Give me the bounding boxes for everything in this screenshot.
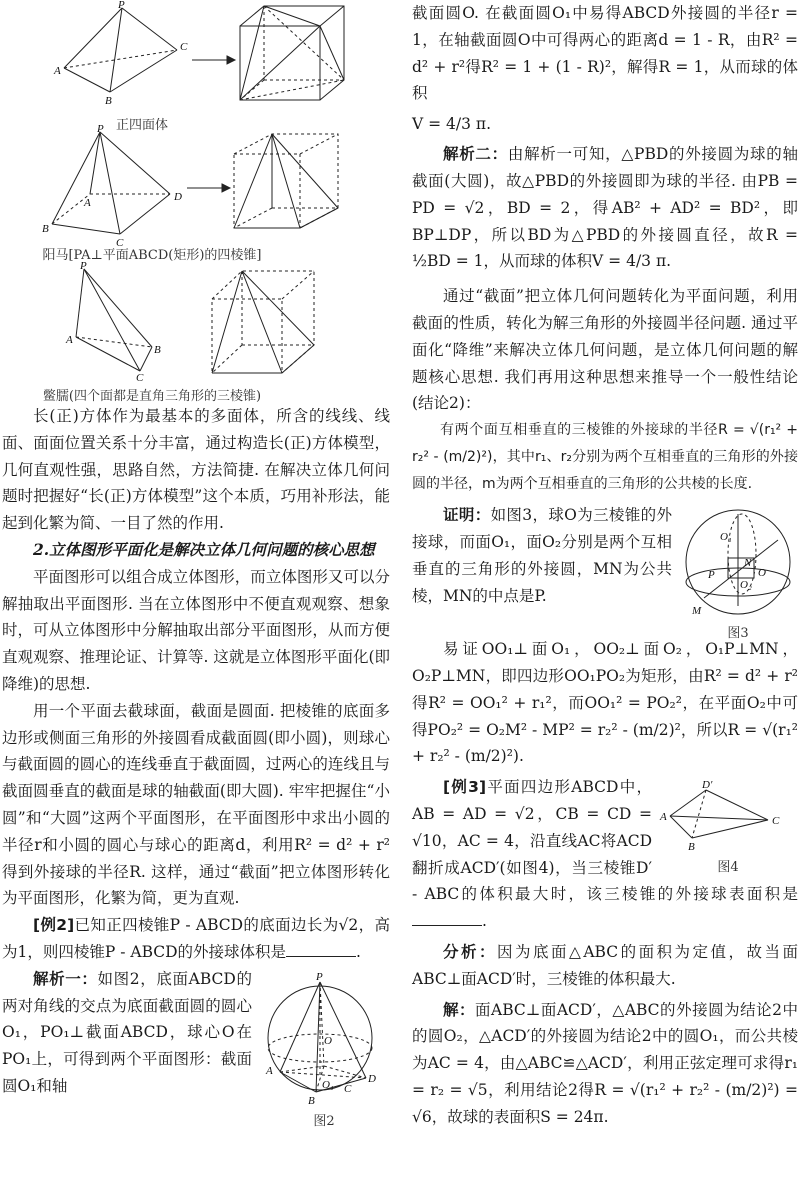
svg-text:C: C <box>136 372 144 384</box>
svg-text:A: A <box>66 334 73 346</box>
section-title: 2.立体图形平面化是解决立体几何问题的核心思想 <box>33 539 375 559</box>
solution-label: 解析二： <box>443 145 508 164</box>
svg-text:C: C <box>344 1082 352 1095</box>
svg-text:B: B <box>105 95 112 107</box>
svg-text:C: C <box>180 41 188 53</box>
sphere-planes-drawing <box>678 506 798 618</box>
volume-formula: V = 4/3 π. <box>412 115 492 134</box>
example-text: 已知正四棱锥P - ABCD的底面边长为√2，高为1，则四棱锥P - ABCD的外接球体积是 <box>2 916 391 961</box>
solution-2 <box>412 141 798 275</box>
svg-text:O: O <box>324 1034 332 1047</box>
figure-caption: 阳马[PA⊥平面ABCD(矩形)的四棱锥] <box>42 248 262 263</box>
analysis <box>412 939 798 993</box>
solution-text: 面ABC⊥面ACD′，△ABC的外接圆为结论2中的圆O₂，△ACD′的外接圆为结论2中的圆O₁，而公共棱为AC = 4，由△ABC≌△ACD′，利用正弦定理可求得r₁ = r₂ = √5，利用结论2得R = √(r₁² + r₂² - (m/2)²) = √6，故球的表面积S = 24π. <box>412 1000 798 1126</box>
paragraph: 截面圆O. 在截面圆O₁中易得ABCD外接圆的半径r = 1，在轴截面圆O中可得两心的距离d = 1 - R，由R² = d² + r²得R² = 1 + (1 - R)²，解得R = 1，从而球的体积 <box>412 4 798 103</box>
figure-caption: 正四面体 <box>115 118 168 133</box>
left-column <box>2 0 391 1129</box>
example-2: [例2]已知正四棱锥P - ABCD的底面边长为√2，高为1，则四棱锥P - ABCD的外接球体积是 . <box>2 916 391 961</box>
paragraph: 平面图形可以组合成立体图形，而立体图形又可以分解抽取出平面图形. 当在立体图形中不便直观观察、想象时，可从立体图形中分解抽取出部分平面图形，从而方便直观观察、推理论证、计算等. 这就是立体图形平面化(即降维)的思想. <box>2 567 390 693</box>
svg-text:C: C <box>772 815 780 828</box>
svg-text:P: P <box>80 260 87 272</box>
svg-text:A: A <box>266 1064 273 1077</box>
svg-text:B: B <box>688 841 695 854</box>
analysis-label: 分析： <box>443 942 497 961</box>
solution-text: 如图2，底面ABCD的两对角线的交点为底面截面圆的圆心O₁，PO₁⊥截面ABCD，球心O在PO₁上，可得到两个平面图形：截面圆O₁和轴 <box>2 969 252 1095</box>
figure-caption: 鳖臑(四个面都是直角三角形的三棱锥) <box>42 389 262 404</box>
figure-4 <box>658 778 798 876</box>
svg-text:A: A <box>660 811 667 824</box>
right-column <box>412 0 798 1131</box>
svg-text:D: D <box>368 1072 376 1085</box>
paragraph: 通过“截面”把立体几何问题转化为平面问题，利用截面的性质，转化为解三角形的外接圆半径问题. 通过平面化“降维”来解决立体几何问题，是立体几何问题的解题核心思想. 我们再用这种思想来推导一个一般性结论(结论2)： <box>412 287 798 413</box>
folded-quad-drawing <box>658 778 798 852</box>
example-label: [例3] <box>443 778 487 797</box>
proof-block <box>412 502 798 642</box>
figure-bienao <box>2 260 390 404</box>
svg-text:P: P <box>708 569 715 582</box>
svg-text:P: P <box>97 123 104 135</box>
svg-text:O₁: O₁ <box>322 1078 334 1091</box>
solution-label: 解析一： <box>33 969 98 988</box>
figure-label: 图2 <box>313 1113 335 1129</box>
svg-text:D: D <box>174 191 182 203</box>
svg-text:O₁: O₁ <box>720 531 732 544</box>
paragraph: 用一个平面去截球面，截面是圆面. 把棱锥的底面多边形或侧面三角形的外接圆看成截面圆(即小圆)，则球心与截面圆的圆心的连线垂直于截面圆，过两心的连线且与截面圆垂直的截面是球的轴截面(即大圆). 牢牢把握住“小圆”和“大圆”这两个平面图形，在平面图形中求出小圆的半径r和小圆的圆心与球心的距离d，利用R² = d² + r²得到外接球的半径R. 这样，通过“截面”把立体图形转化为平面图形，化繁为简，更为直观. <box>2 701 390 908</box>
svg-text:P: P <box>118 0 125 11</box>
figure-3 <box>678 506 798 642</box>
svg-text:B: B <box>308 1094 315 1107</box>
example-text: 平面四边形ABCD中，AB = AD = √2，CB = CD = √10，AC = 4，沿直线AC将ACD翻折成ACD′(如图4)，当三棱锥D′ - ABC的体积最大时，该三棱锥的外接球表面积是 <box>412 778 798 904</box>
pyramid-sphere-drawing <box>258 970 390 1106</box>
svg-text:P: P <box>316 970 323 983</box>
svg-text:D′: D′ <box>702 779 713 792</box>
figure-label: 图4 <box>717 860 739 876</box>
proof-label: 证明： <box>443 506 491 525</box>
svg-text:O₂: O₂ <box>740 579 752 592</box>
solution-text: 由解析一可知，△PBD的外接圆为球的轴截面(大圆)，故△PBD的外接圆即为球的半径. 由PB = PD = √2，BD = 2，得AB² + AD² = BD²，即BP⊥DP，所以BD为△PBD的外接圆直径，故R = ½BD = 1，从而球的体积V = 4/3 π. <box>412 145 798 271</box>
svg-text:N: N <box>744 557 752 570</box>
proof-continued: 易证OO₁⊥面O₁，OO₂⊥面O₂，O₁P⊥MN，O₂P⊥MN，即四边形OO₁PO₂为矩形，由R² = d² + r²得R² = OO₁² + r₁²，而OO₁² = PO₂²，在平面O₂中可得PO₂² = O₂M² - MP² = r₂² - (m/2)²，所以R = √(r₁² + r₂² - (m/2)²). <box>412 640 798 766</box>
example-3-block <box>412 774 798 935</box>
example-3: [例3]平面四边形ABCD中，AB = AD = √2，CB = CD = √10，AC = 4，沿直线AC将ACD翻折成ACD′(如图4)，当三棱锥D′ - ABC的体积最大时，该三棱锥的外接球表面积是. <box>412 778 798 931</box>
svg-text:B: B <box>42 223 49 235</box>
svg-text:A: A <box>54 65 61 77</box>
example-label: [例2] <box>33 916 75 935</box>
proof-text: 如图3，球O为三棱锥的外接球，而面O₁，面O₂分别是两个互相垂直的三角形的外接圆，MN为公共棱，MN的中点是P. <box>412 506 672 605</box>
figure-2 <box>258 970 390 1129</box>
paragraph: 长(正)方体作为最基本的多面体，所含的线线、线面、面面位置关系十分丰富，通过构造长(正)方体模型，几何直观性强，思路自然，方法简捷. 在解决立体几何问题时把握好“长(正)方体模型”这个本质，巧用补形法，能起到化繁为简、一目了然的作用. <box>2 407 390 533</box>
svg-text:B: B <box>154 344 161 356</box>
figure-label: 图3 <box>727 626 749 642</box>
answer-blank <box>286 942 356 957</box>
solution-3 <box>412 997 798 1131</box>
figure-tetrahedron <box>2 0 390 133</box>
solution-1-block <box>2 966 390 1129</box>
svg-text:C: C <box>116 237 124 249</box>
svg-text:O: O <box>758 567 766 580</box>
bienao-drawing <box>2 260 390 384</box>
conclusion-2: 有两个面互相垂直的三棱锥的外接球的半径R = √(r₁² + r₂² - (m/2)²)，其中r₁、r₂分别为两个互相垂直的三角形的外接圆的半径，m为两个互相垂直的三角形的公共棱的长度. <box>412 422 798 493</box>
solution-label: 解： <box>443 1000 476 1019</box>
analysis-text: 因为底面△ABC的面积为定值，故当面ABC⊥面ACD′时，三棱锥的体积最大. <box>412 942 798 988</box>
tetrahedron-in-cube-drawing <box>2 0 390 110</box>
svg-text:A: A <box>84 197 91 209</box>
answer-blank <box>412 911 482 926</box>
svg-text:M: M <box>692 605 702 618</box>
